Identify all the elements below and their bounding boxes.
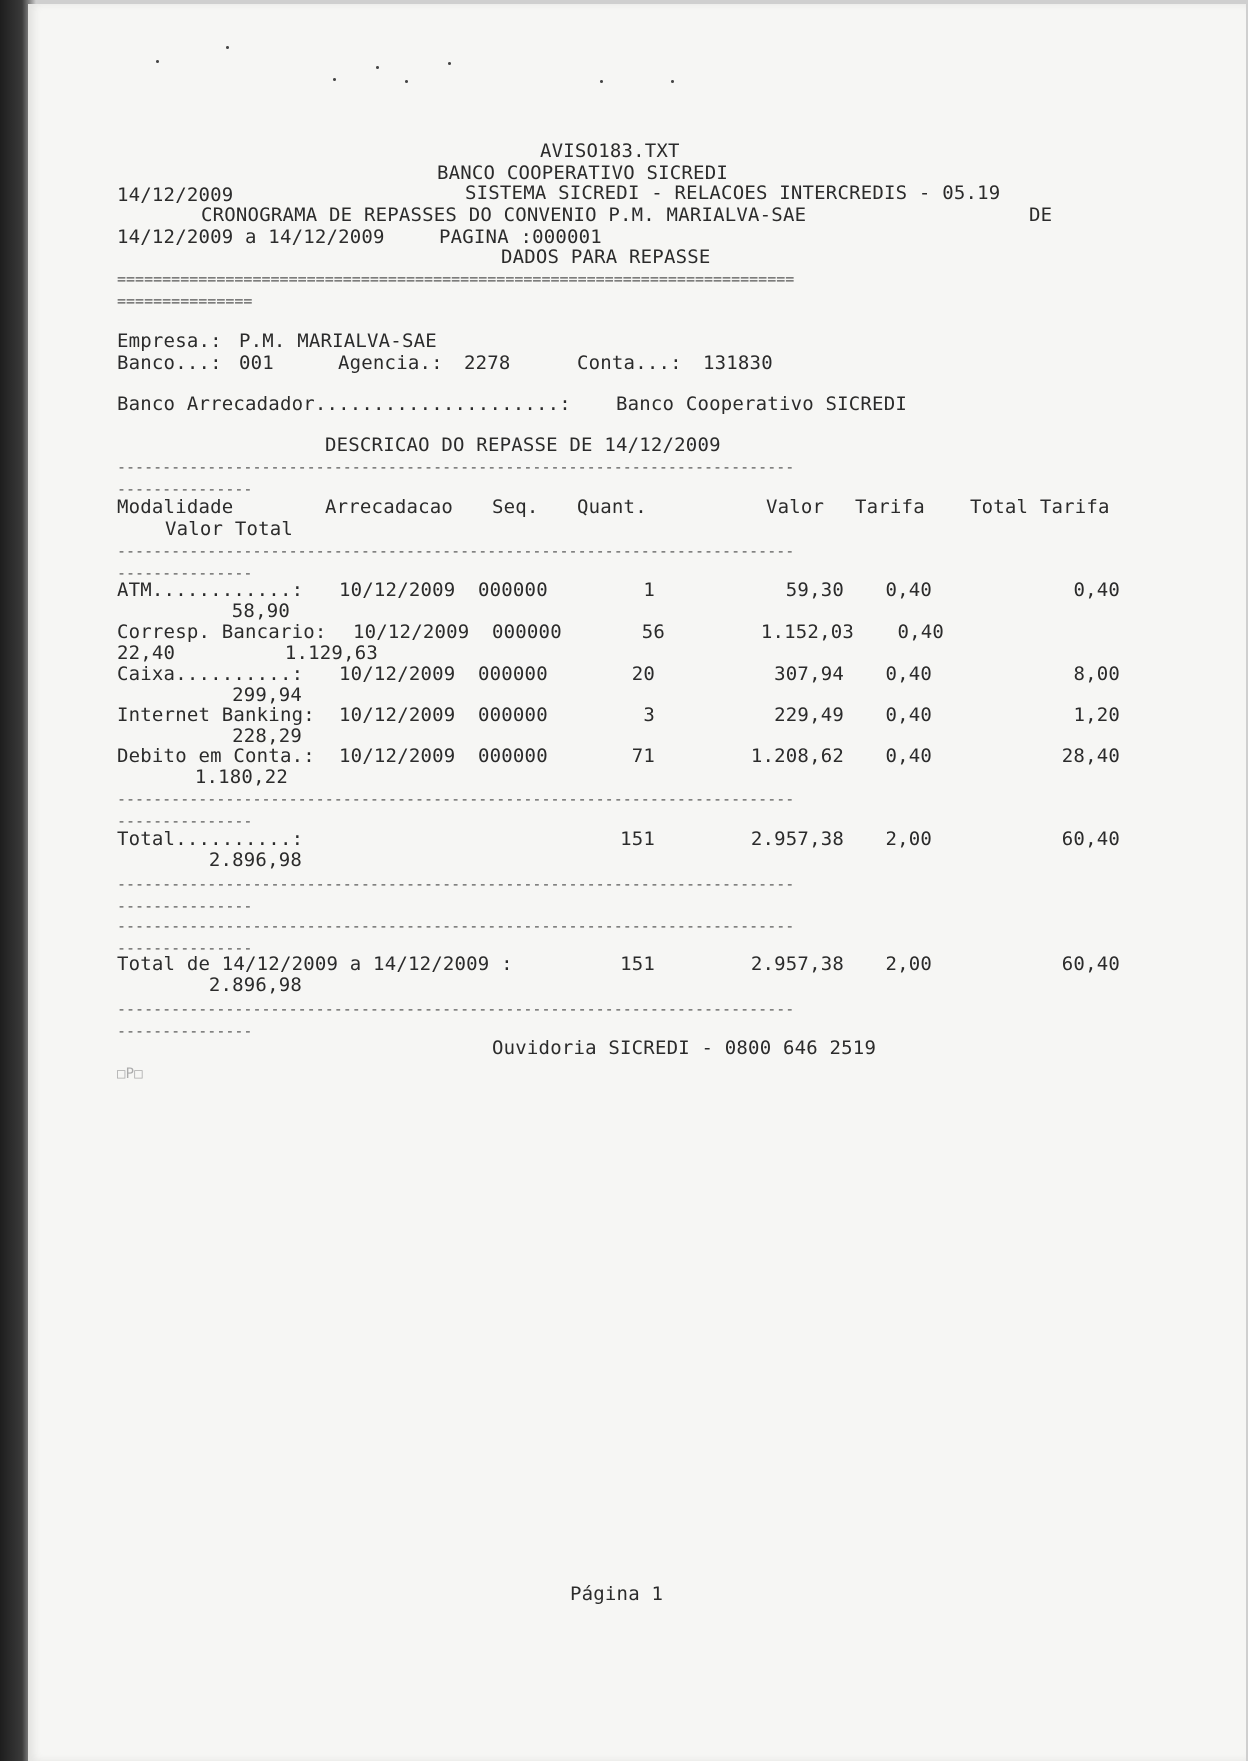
column-header-total-tarifa: Total Tarifa (970, 496, 1110, 518)
row-total-tarifa: 22,40 (117, 642, 176, 664)
single-separator: --------------------------------------------------------------------------- (117, 917, 795, 935)
row-tarifa: 0,40 (897, 621, 944, 643)
row-valor: 1.152,03 (760, 621, 854, 643)
single-separator: --------------------------------------------------------------------------- (117, 1000, 795, 1018)
row-seq: 000000 (492, 621, 562, 643)
page-number: PAGINA :000001 (439, 226, 602, 248)
column-header-modalidade: Modalidade (117, 496, 234, 518)
single-separator: --------------------------------------------------------------------------- (117, 875, 795, 893)
single-separator: --------------------------------------------------------------------------- (117, 790, 795, 808)
single-separator: --------------------------------------------------------------------------- (117, 542, 795, 560)
ink-speck (448, 62, 451, 65)
ink-speck (156, 60, 159, 63)
single-separator-short: --------------- (117, 812, 253, 830)
agencia-label: Agencia.: (338, 352, 443, 374)
row-total-tarifa: 8,00 (1073, 663, 1120, 685)
ink-speck (405, 80, 408, 83)
row-quant: 1 (643, 579, 655, 601)
single-separator: --------------------------------------------------------------------------- (117, 458, 795, 476)
single-separator-short: --------------- (117, 897, 253, 915)
row-tarifa: 0,40 (885, 704, 932, 726)
row-tarifa: 0,40 (885, 663, 932, 685)
ouvidoria-contact: Ouvidoria SICREDI - 0800 646 2519 (492, 1037, 877, 1059)
banco-label: Banco...: (117, 352, 222, 374)
total-total-tarifa: 60,40 (1061, 828, 1120, 850)
report-title-de: DE (1029, 204, 1053, 226)
column-header-valor-total: Valor Total (165, 518, 294, 540)
row-valor-total: 228,29 (232, 725, 302, 747)
row-valor: 59,30 (785, 579, 844, 601)
banco-value: 001 (239, 352, 274, 374)
row-valor-total: 299,94 (232, 684, 302, 706)
grand-total-label: Total de 14/12/2009 a 14/12/2009 : (117, 953, 513, 975)
row-tarifa: 0,40 (885, 579, 932, 601)
arrecadador-value: Banco Cooperativo SICREDI (616, 393, 907, 415)
single-separator-short: --------------- (117, 939, 253, 957)
section-title: DADOS PARA REPASSE (501, 246, 711, 268)
column-header-quant: Quant. (577, 496, 647, 518)
row-total-tarifa: 28,40 (1061, 745, 1120, 767)
empresa-label: Empresa.: (117, 330, 222, 352)
arrecadador-label: Banco Arrecadador.....................: (117, 393, 571, 415)
grand-total-valor: 2.957,38 (750, 953, 844, 975)
single-separator-short: --------------- (117, 480, 253, 498)
total-tarifa: 2,00 (885, 828, 932, 850)
ink-speck (600, 80, 603, 83)
row-modalidade: Corresp. Bancario: (117, 621, 327, 643)
report-date: 14/12/2009 (117, 184, 234, 206)
single-separator-short: --------------- (117, 564, 253, 582)
row-modalidade: ATM............: (117, 579, 304, 601)
total-valor-total: 2.896,98 (208, 849, 302, 871)
total-quant: 151 (620, 828, 655, 850)
row-quant: 71 (631, 745, 655, 767)
row-seq: 000000 (478, 745, 548, 767)
row-seq: 000000 (478, 704, 548, 726)
row-modalidade: Debito em Conta.: (117, 745, 315, 767)
row-valor-total: 1.180,22 (194, 766, 288, 788)
table-title: DESCRICAO DO REPASSE DE 14/12/2009 (325, 434, 721, 456)
double-separator: =========================================================================== (117, 270, 795, 288)
grand-total-total-tarifa: 60,40 (1061, 953, 1120, 975)
double-separator-short: =============== (117, 292, 253, 310)
row-modalidade: Internet Banking: (117, 704, 315, 726)
ink-speck (376, 66, 379, 69)
row-total-tarifa: 0,40 (1073, 579, 1120, 601)
row-seq: 000000 (478, 579, 548, 601)
row-quant: 56 (641, 621, 665, 643)
bank-name: BANCO COOPERATIVO SICREDI (437, 162, 728, 184)
report-title: CRONOGRAMA DE REPASSES DO CONVENIO P.M. MARIALVA-SAE (201, 204, 807, 226)
system-name: SISTEMA SICREDI - RELACOES INTERCREDIS - 05.19 (465, 182, 1001, 204)
report-period: 14/12/2009 a 14/12/2009 (117, 226, 385, 248)
row-arrecadacao: 10/12/2009 (339, 704, 456, 726)
grand-total-tarifa: 2,00 (885, 953, 932, 975)
row-modalidade: Caixa..........: (117, 663, 304, 685)
row-valor-total: 58,90 (231, 600, 290, 622)
total-valor: 2.957,38 (750, 828, 844, 850)
row-total-tarifa: 1,20 (1073, 704, 1120, 726)
conta-label: Conta...: (577, 352, 682, 374)
row-quant: 20 (631, 663, 655, 685)
row-valor: 307,94 (774, 663, 844, 685)
empresa-value: P.M. MARIALVA-SAE (239, 330, 437, 352)
row-seq: 000000 (478, 663, 548, 685)
row-arrecadacao: 10/12/2009 (339, 663, 456, 685)
agencia-value: 2278 (464, 352, 511, 374)
column-header-valor: Valor (766, 496, 825, 518)
conta-value: 131830 (703, 352, 773, 374)
ink-speck (226, 46, 229, 49)
row-valor: 229,49 (774, 704, 844, 726)
column-header-arrecadacao: Arrecadacao (325, 496, 454, 518)
row-tarifa: 0,40 (885, 745, 932, 767)
page-footer: Página 1 (570, 1583, 664, 1605)
ink-speck (671, 80, 674, 83)
row-arrecadacao: 10/12/2009 (339, 745, 456, 767)
row-quant: 3 (643, 704, 655, 726)
grand-total-quant: 151 (620, 953, 655, 975)
row-valor: 1.208,62 (750, 745, 844, 767)
row-valor-total: 1.129,63 (284, 642, 378, 664)
row-arrecadacao: 10/12/2009 (339, 579, 456, 601)
single-separator-short: --------------- (117, 1022, 253, 1040)
file-name: AVISO183.TXT (540, 140, 680, 162)
ink-speck (333, 78, 336, 81)
row-arrecadacao: 10/12/2009 (353, 621, 470, 643)
column-header-seq: Seq. (492, 496, 539, 518)
column-header-tarifa: Tarifa (855, 496, 925, 518)
grand-total-valor-total: 2.896,98 (208, 974, 302, 996)
page-marker: □P□ (117, 1066, 143, 1082)
total-label: Total..........: (117, 828, 304, 850)
